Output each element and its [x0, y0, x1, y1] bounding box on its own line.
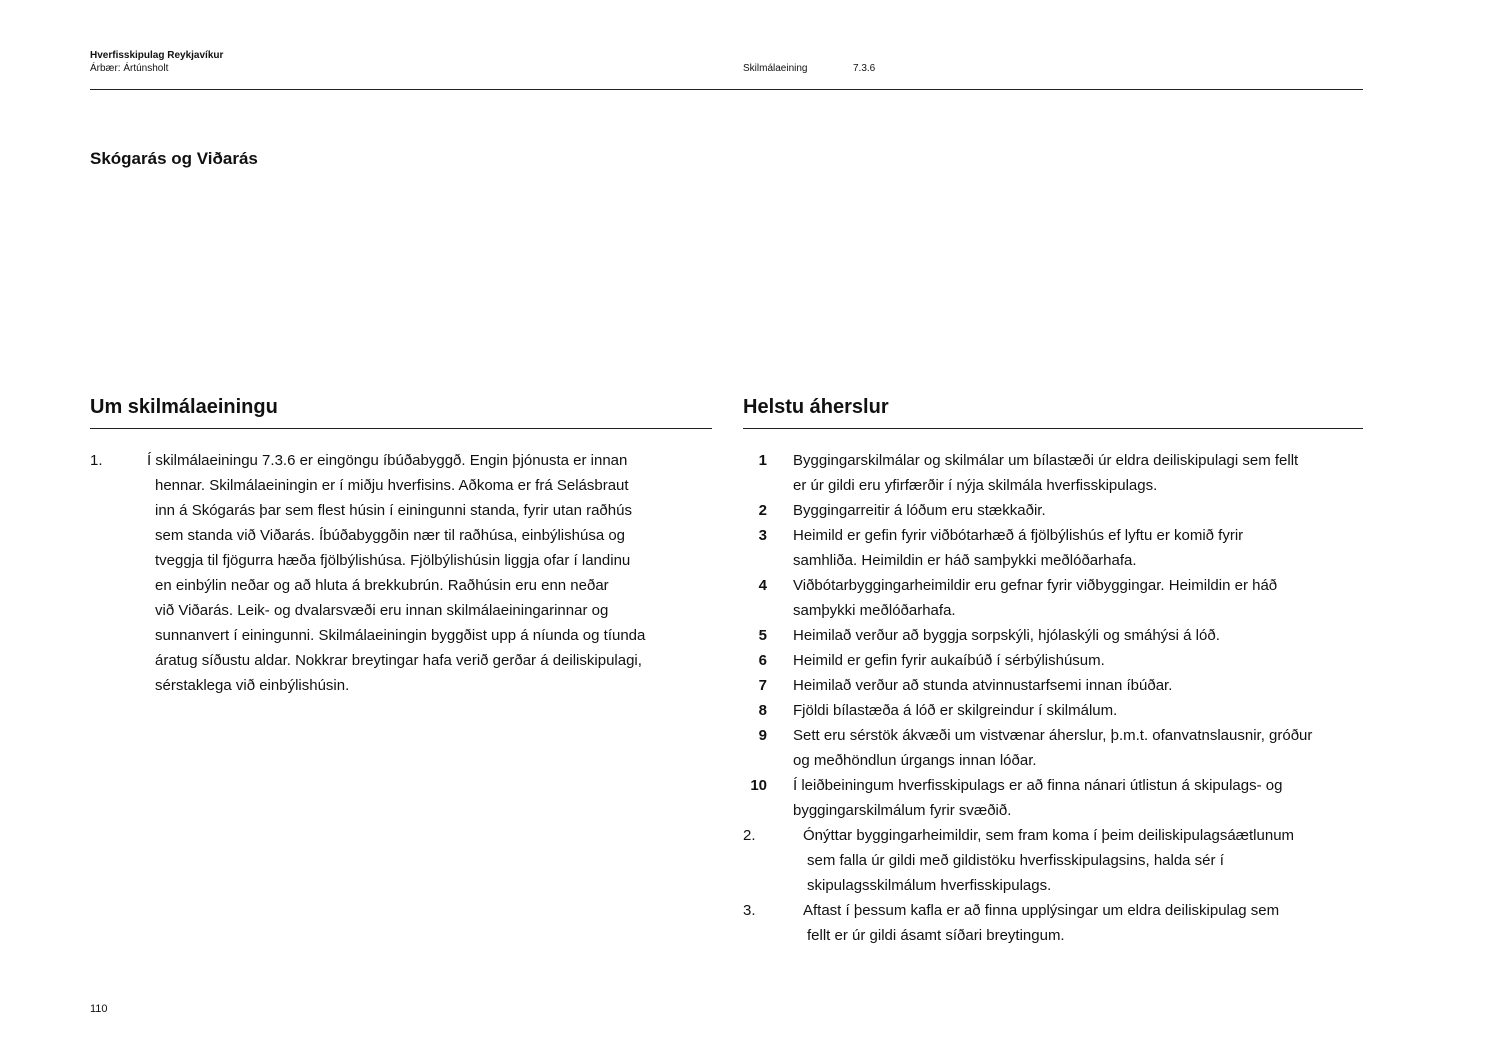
focus-item-line: Byggingarreitir á lóðum eru stækkaðir.: [793, 502, 1046, 519]
paragraph-line: sérstaklega við einbýlishúsin.: [155, 677, 350, 694]
list-number: 2.: [743, 827, 756, 844]
focus-item-line: Í leiðbeiningum hverfisskipulags er að finna nánari útlistun á skipulags- og: [793, 777, 1283, 794]
paragraph-line: hennar. Skilmálaeiningin er í miðju hverfisins. Aðkoma er frá Selásbraut: [155, 477, 629, 494]
focus-item-line: Heimilað verður að byggja sorpskýli, hjólaskýli og smáhýsi á lóð.: [793, 627, 1220, 644]
focus-item-number: 6: [758, 652, 767, 669]
paragraph-line: áratug síðustu aldar. Nokkrar breytingar hafa verið gerðar á deiliskipulagi,: [155, 652, 642, 669]
focus-item-number: 7: [758, 677, 767, 694]
paragraph-line: fellt er úr gildi ásamt síðari breytingum.: [807, 927, 1065, 944]
paragraph-line: sem falla úr gildi með gildistöku hverfisskipulagsins, halda sér í: [807, 852, 1224, 869]
focus-item-number: 9: [758, 727, 767, 744]
focus-item-line: Heimilað verður að stunda atvinnustarfsemi innan íbúðar.: [793, 677, 1173, 694]
focus-item-line: Byggingarskilmálar og skilmálar um bílastæði úr eldra deiliskipulagi sem fellt: [793, 452, 1299, 469]
focus-item-line: Heimild er gefin fyrir viðbótarhæð á fjölbýlishús ef lyftu er komið fyrir: [793, 527, 1244, 544]
focus-item-line: er úr gildi eru yfirfærðir í nýja skilmála hverfisskipulags.: [793, 477, 1158, 494]
focus-item-number: 4: [758, 577, 767, 594]
section-label: Skilmálaeining: [743, 63, 808, 74]
focus-item-line: samhliða. Heimildin er háð samþykki meðlóðarhafa.: [793, 552, 1137, 569]
right-heading-divider: [743, 428, 1363, 429]
focus-item-line: Viðbótarbyggingarheimildir eru gefnar fyrir viðbyggingar. Heimildin er háð: [793, 577, 1278, 594]
left-section-heading: Um skilmálaeiningu: [90, 396, 278, 418]
focus-item-line: Fjöldi bílastæða á lóð er skilgreindur í skilmálum.: [793, 702, 1118, 719]
list-number: 3.: [743, 902, 756, 919]
focus-item-line: og meðhöndlun úrgangs innan lóðar.: [793, 752, 1037, 769]
header-divider: [90, 89, 1363, 90]
focus-item-line: Sett eru sérstök ákvæði um vistvænar áherslur, þ.m.t. ofanvatnslausnir, gróður: [793, 727, 1313, 744]
focus-item-line: Heimild er gefin fyrir aukaíbúð í sérbýlishúsum.: [793, 652, 1105, 669]
focus-item-line: samþykki meðlóðarhafa.: [793, 602, 956, 619]
paragraph-line: Ónýttar byggingarheimildir, sem fram koma í þeim deiliskipulagsáætlunum: [803, 827, 1295, 844]
publication-title: Hverfisskipulag Reykjavíkur: [90, 50, 224, 61]
paragraph-line: sem standa við Viðarás. Íbúðabyggðin nær til raðhúsa, einbýlishúsa og: [155, 527, 626, 544]
paragraph-line: Aftast í þessum kafla er að finna upplýsingar um eldra deiliskipulag sem: [803, 902, 1280, 919]
list-number: 1.: [90, 452, 103, 469]
focus-item-line: byggingarskilmálum fyrir svæðið.: [793, 802, 1012, 819]
focus-item-number: 3: [758, 527, 767, 544]
right-section-heading: Helstu áherslur: [743, 396, 889, 418]
paragraph-line: en einbýlin neðar og að hluta á brekkubrún. Raðhúsin eru enn neðar: [155, 577, 609, 594]
focus-item-number: 1: [758, 452, 767, 469]
paragraph-line: inn á Skógarás þar sem flest húsin í einingunni standa, fyrir utan raðhús: [155, 502, 632, 519]
paragraph-line: við Viðarás. Leik- og dvalarsvæði eru innan skilmálaeiningarinnar og: [155, 602, 609, 619]
focus-item-number: 5: [758, 627, 767, 644]
focus-item-number: 2: [758, 502, 767, 519]
left-heading-divider: [90, 428, 712, 429]
paragraph-line: Í skilmálaeiningu 7.3.6 er eingöngu íbúðabyggð. Engin þjónusta er innan: [147, 452, 628, 469]
paragraph-line: skipulagsskilmálum hverfisskipulags.: [807, 877, 1052, 894]
paragraph-line: tveggja til fjögurra hæða fjölbýlishúsa. Fjölbýlishúsin liggja ofar í landinu: [155, 552, 631, 569]
district-name: Árbær: Ártúnsholt: [90, 63, 169, 74]
paragraph-line: sunnanvert í einingunni. Skilmálaeiningin byggðist upp á níunda og tíunda: [155, 627, 646, 644]
focus-item-number: 8: [758, 702, 767, 719]
section-number: 7.3.6: [853, 63, 876, 74]
page-title: Skógarás og Viðarás: [90, 149, 258, 168]
focus-item-number: 10: [750, 777, 767, 794]
page-number: 110: [90, 1003, 108, 1015]
